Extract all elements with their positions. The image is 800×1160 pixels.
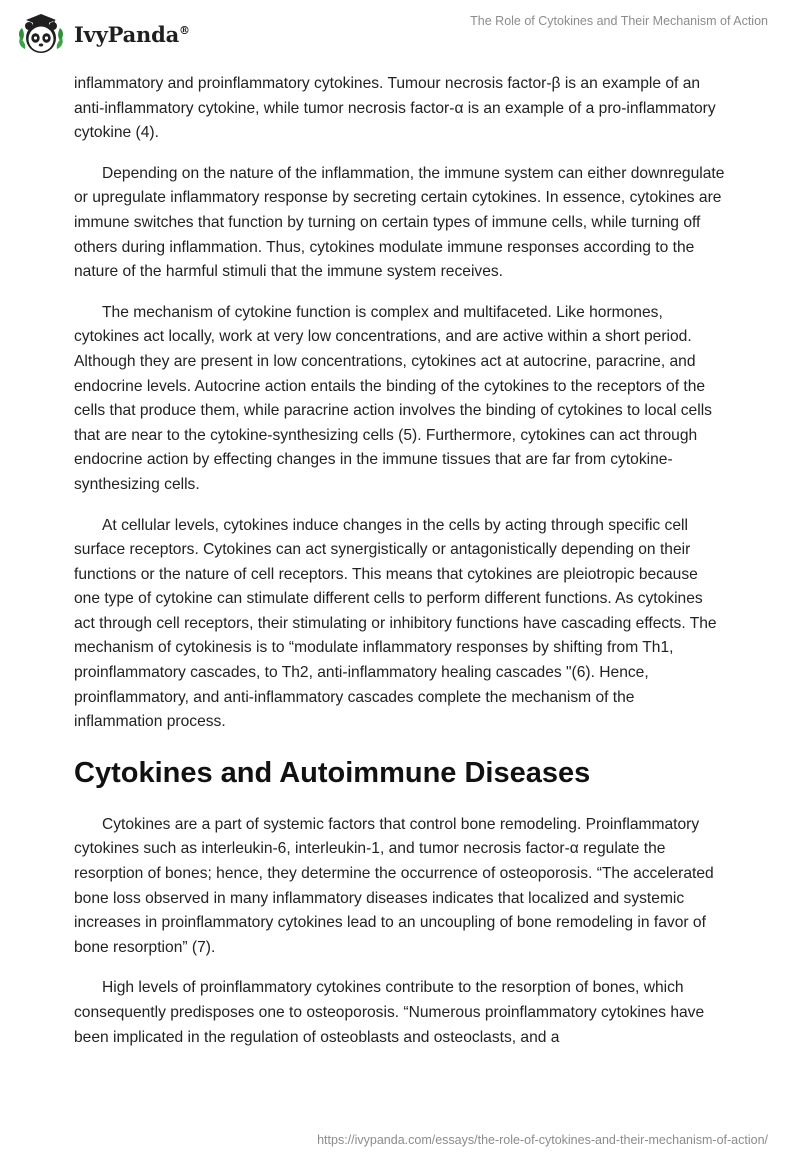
registered-mark: ® (179, 23, 190, 37)
brand-name (74, 22, 190, 47)
paragraph: High levels of proinflammatory cytokines contribute to the resorption of bones, which consequently predisposes one to osteoporosis. “Numerous proinflammatory cytokines have been implicated in the regulation of osteoblasts and osteoclasts, and a (74, 979, 705, 1046)
paragraph: Depending on the nature of the inflammation, the immune system can either downregulate or upregulate inflammatory response by secreting certain cytokines. In essence, cytokines are immune switches that function by turning on certain types of immune cells, while turning off others during inflammation. Thus, cytokines modulate immune responses according to the nature of the harmful stimuli that the immune system receives. (74, 164, 725, 281)
brand-text: IvyPanda (74, 21, 180, 47)
essay-body (74, 72, 726, 1066)
paragraph: At cellular levels, cytokines induce changes in the cells by acting through specific cell surface receptors. Cytokines can act synergistically or antagonistically depending on their functions or the nature of cell receptors. This means that cytokines are pleiotropic because one type of cytokine can stimulate different cells to perform different functions. As cytokines act through cell receptors, their stimulating or inhibitory functions have cascading effects. The mechanism of cytokinesis is to “modulate inflammatory responses by shifting from Th1, proinflammatory cascades, to Th2, anti-inflammatory healing cascades "(6). Hence, proinflammatory, and anti-inflammatory cascades complete the mechanism of the inflammation process. (74, 516, 717, 731)
ivypanda-logo[interactable] (16, 10, 190, 58)
paragraph: Cytokines are a part of systemic factors that control bone remodeling. Proinflammatory cytokines such as interleukin-6, interleukin-1, and tumor necrosis factor-α regulate the resorption of bones; hence, they determine the occurrence of osteoporosis. “The accelerated bone loss observed in many inflammatory diseases indicates that localized and systemic increases in proinflammatory cytokines lead to an uncoupling of bone remodeling in favor of bone resorption” (7). (74, 815, 714, 956)
page-header (0, 0, 800, 70)
source-url[interactable]: https://ivypanda.com/essays/the-role-of-cytokines-and-their-mechanism-of-action/ (317, 1133, 768, 1147)
section-heading: Cytokines and Autoimmune Diseases (74, 756, 591, 789)
paragraph: The mechanism of cytokine function is complex and multifaceted. Like hormones, cytokines act locally, work at very low concentrations, and are active within a short period. Although they are present in low concentrations, cytokines act at autocrine, paracrine, and endocrine levels. Autocrine action entails the binding of the cytokines to the receptors of the cells that produce them, while paracrine action involves the binding of cytokines to local cells that are near to the cytokine-synthesizing cells (5). Furthermore, cytokines can act through endocrine action by effecting changes in the immune tissues that are far from cytokine-synthesizing cells. (74, 303, 712, 493)
document-title: The Role of Cytokines and Their Mechanism of Action (470, 14, 768, 28)
panda-icon (16, 11, 66, 57)
paragraph-continued: inflammatory and proinflammatory cytokines. Tumour necrosis factor-β is an example of an anti-inflammatory cytokine, while tumor necrosis factor-α is an example of a pro-inflammatory cytokine (4). (74, 75, 716, 142)
